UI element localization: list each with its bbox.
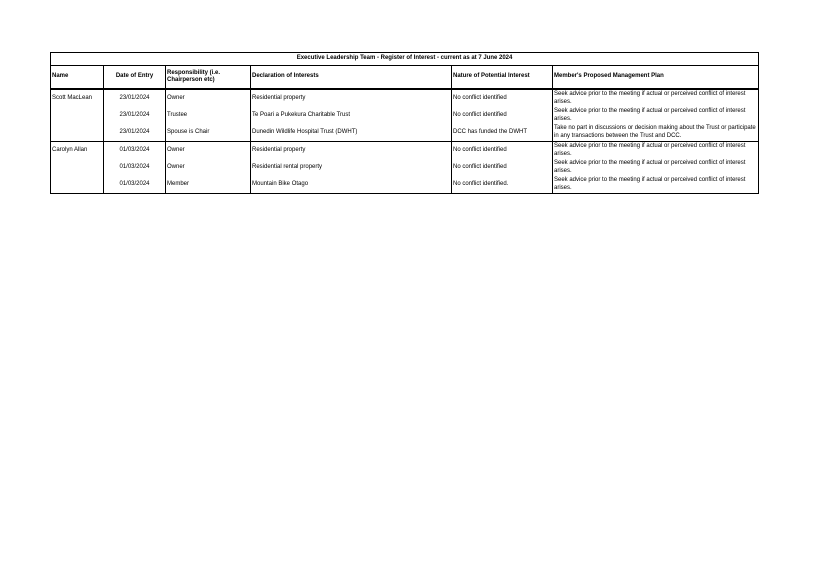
cell-declaration: Te Poari a Pukekura Charitable Trust bbox=[251, 107, 452, 124]
cell-declaration: Residential property bbox=[251, 142, 452, 160]
cell-date: 23/01/2024 bbox=[104, 107, 166, 124]
cell-name bbox=[51, 107, 104, 124]
header-declaration: Declaration of Interests bbox=[251, 66, 452, 90]
cell-date: 01/03/2024 bbox=[104, 142, 166, 160]
cell-name: Carolyn Allan bbox=[51, 142, 104, 160]
cell-nature: No conflict identified bbox=[452, 142, 553, 160]
cell-plan: Seek advice prior to the meeting if actual or perceived conflict of interest arises. bbox=[553, 176, 759, 194]
cell-name bbox=[51, 176, 104, 194]
table-row bbox=[51, 142, 759, 160]
cell-date: 23/01/2024 bbox=[104, 89, 166, 107]
cell-responsibility: Member bbox=[166, 176, 251, 194]
table-row bbox=[51, 159, 759, 176]
register-title: Executive Leadership Team - Register of Interest - current as at 7 June 2024 bbox=[51, 53, 759, 66]
table-row bbox=[51, 176, 759, 194]
cell-date: 01/03/2024 bbox=[104, 176, 166, 194]
cell-name: Scott MacLean bbox=[51, 89, 104, 107]
cell-nature: No conflict identified bbox=[452, 159, 553, 176]
header-row bbox=[51, 66, 759, 90]
cell-nature: No conflict identified. bbox=[452, 176, 553, 194]
cell-responsibility: Trustee bbox=[166, 107, 251, 124]
cell-plan: Seek advice prior to the meeting if actual or perceived conflict of interest arises. bbox=[553, 89, 759, 107]
cell-nature: No conflict identified bbox=[452, 89, 553, 107]
cell-plan: Seek advice prior to the meeting if actual or perceived conflict of interest arises. bbox=[553, 107, 759, 124]
header-plan: Member's Proposed Management Plan bbox=[553, 66, 759, 90]
header-date: Date of Entry bbox=[104, 66, 166, 90]
header-responsibility: Responsibility (i.e. Chairperson etc) bbox=[166, 66, 251, 90]
cell-nature: No conflict identified bbox=[452, 107, 553, 124]
table-row bbox=[51, 124, 759, 142]
header-nature: Nature of Potential Interest bbox=[452, 66, 553, 90]
cell-declaration: Mountain Bike Otago bbox=[251, 176, 452, 194]
cell-declaration: Residential rental property bbox=[251, 159, 452, 176]
cell-name bbox=[51, 159, 104, 176]
cell-date: 23/01/2024 bbox=[104, 124, 166, 142]
cell-name bbox=[51, 124, 104, 142]
cell-plan: Seek advice prior to the meeting if actual or perceived conflict of interest arises. bbox=[553, 159, 759, 176]
table-row bbox=[51, 107, 759, 124]
cell-responsibility: Owner bbox=[166, 142, 251, 160]
cell-plan: Take no part in discussions or decision making about the Trust or participate in any transactions between the Trust and DCC. bbox=[553, 124, 759, 142]
title-row bbox=[51, 53, 759, 66]
cell-declaration: Residential property bbox=[251, 89, 452, 107]
cell-responsibility: Owner bbox=[166, 89, 251, 107]
cell-nature: DCC has funded the DWHT bbox=[452, 124, 553, 142]
cell-date: 01/03/2024 bbox=[104, 159, 166, 176]
register-table bbox=[50, 52, 759, 194]
table-row bbox=[51, 89, 759, 107]
header-name: Name bbox=[51, 66, 104, 90]
cell-responsibility: Owner bbox=[166, 159, 251, 176]
cell-declaration: Dunedin Wildlife Hospital Trust (DWHT) bbox=[251, 124, 452, 142]
cell-responsibility: Spouse is Chair bbox=[166, 124, 251, 142]
register-sheet bbox=[50, 52, 758, 194]
cell-plan: Seek advice prior to the meeting if actual or perceived conflict of interest arises. bbox=[553, 142, 759, 160]
